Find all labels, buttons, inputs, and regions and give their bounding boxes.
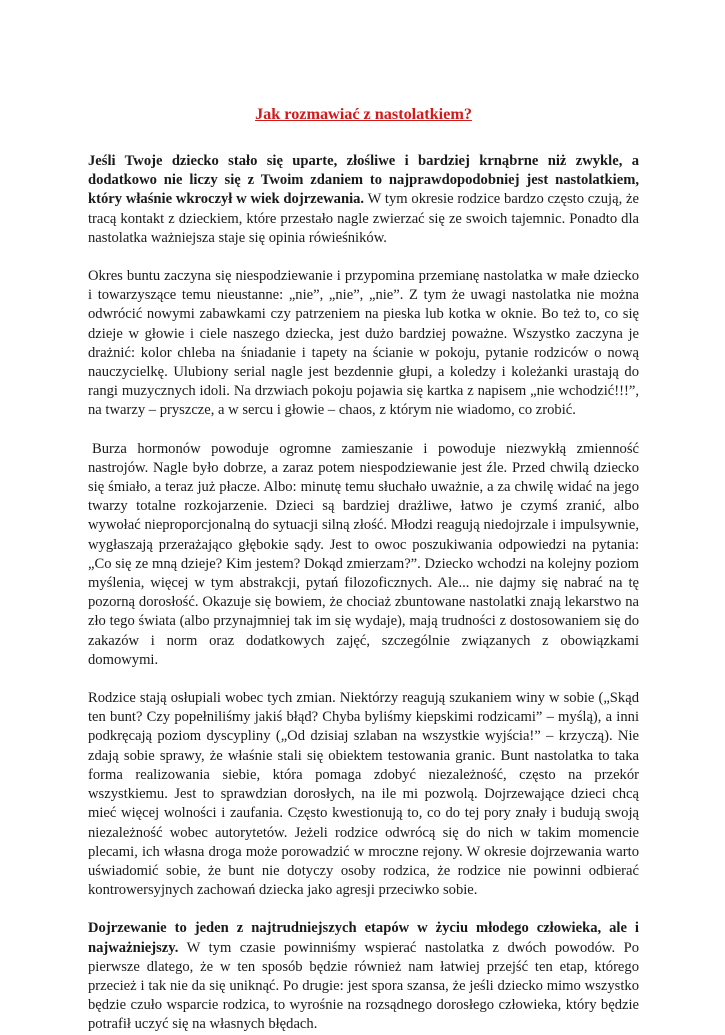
paragraph-conclusion-bold: Dojrzewanie to jeden z najtrudniejszych etapów w życiu młodego człowieka, ale i najważniejszy. xyxy=(88,920,639,956)
paragraph-conclusion xyxy=(88,919,639,1034)
paragraph-hormones-text: Burza hormonów powoduje ogromne zamieszanie i powoduje niezwykłą zmienność nastrojów. Nagle było dobrze, a zaraz potem niespodziewanie jest źle. Przed chwilą dziecko się śmiało, a teraz już płacze. Albo: minutę temu słuchało uważnie, a za chwilę widać na jego twarzy totalne rozkojarzenie. Dzieci są bardziej drażliwe, łatwo je czymś zranić, albo wywołać nieproporcjonalną do sytuacji silną złość. Młodzi reagują niedojrzale i impulsywnie, wygłaszają przerażająco głębokie sądy. Jest to owoc poszukiwania odpowiedzi na pytania: „Co się ze mną dzieje? Kim jestem? Dokąd zmierzam?”. Dziecko wchodzi na kolejny poziom myślenia, więcej w tym abstrakcji, pytań filozoficznych. Ale... nie dajmy się nabrać na tę pozorną dorosłość. Okazuje się bowiem, że chociaż zbuntowane nastolatki znają lekarstwo na zło tego świata (albo przynajmniej tak im się wydaje), mają trudności z dostosowaniem się do zakazów i norm oraz dodatkowych zajęć, szczególnie związanych z obowiązkami domowymi. xyxy=(88,440,639,668)
paragraph-conclusion-text: W tym czasie powinniśmy wspierać nastolatka z dwóch powodów. Po pierwsze dlatego, że w ten sposób będzie również nam łatwiej przejść ten etap, którego przecież i tak nie da się uniknąć. Po drugie: jest spora szansa, że jeśli dziecko mimo wszystko będzie czuło wsparcie rodzica, to wyrośnie na rozsądnego dorosłego człowieka, który będzie potrafił uczyć się na własnych błędach. xyxy=(88,939,639,1033)
paragraph-rebellion xyxy=(88,267,639,421)
page-title: Jak rozmawiać z nastolatkiem? xyxy=(255,105,472,123)
paragraph-parents xyxy=(88,689,639,900)
paragraph-rebellion-text: Okres buntu zaczyna się niespodziewanie i przypomina przemianę nastolatka w małe dziecko i towarzyszące temu nieustanne: „nie”, „nie”, „nie”. Z tym że uwagi nastolatka nie można odwrócić nowymi zabawkami czy patrzeniem na pieska lub kotka w oknie. Bo też to, co się dzieje w głowie i ciele naszego dziecka, jest dużo bardziej poważne. Wszystko zaczyna je drażnić: kolor chleba na śniadanie i tapety na ścianie w pokoju, pytanie rodziców o nową nauczycielkę. Ulubiony serial nagle jest bezdennie głupi, a koledzy i koleżanki urastają do rangi muzycznych idoli. Na drzwiach pokoju pojawia się kartka z napisem „nie wchodzić!!!”, na twarzy – pryszcze, a w sercu i głowie – chaos, z którym nie wiadomo, co zrobić. xyxy=(88,268,639,419)
paragraph-intro-bold: Jeśli Twoje dziecko stało się uparte, złośliwe i bardziej krnąbrne niż zwykle, a dodatkowo nie liczy się z Twoim zdaniem to najprawdopodobniej jest nastolatkiem, który właśnie wkroczył w wiek dojrzewania. xyxy=(88,153,639,208)
paragraph-intro xyxy=(88,152,639,248)
paragraph-parents-text: Rodzice stają osłupiali wobec tych zmian. Niektórzy reagują szukaniem winy w sobie („Skąd ten bunt? Czy popełniliśmy jakiś błąd? Chyba byliśmy kiepskimi rodzicami” – myślą), a inni podkręcają poziom dyscypliny („Od dzisiaj szlaban na wszystkie wyjścia!” – krzyczą). Nie zdają sobie sprawy, że właśnie stali się obiektem testowania granic. Bunt nastolatka to taka forma realizowania siebie, która pomaga zdobyć niezależność, często na przekór wszystkiemu. Jest to sprawdzian dorosłych, na ile mi pozwolą. Dojrzewające dzieci chcą mieć więcej wolności i zaufania. Często kwestionują to, co do tej pory znały i budują swoją niezależność wobec autorytetów. Jeżeli rodzice odwrócą się do nich w takim momencie plecami, ich własna droga może porowadzić w mroczne rejony. W okresie dojrzewania warto uświadomić sobie, że bunt nie dotyczy osoby rodzica, że rodzice nie powinni odbierać kontrowersyjnych zachowań dziecka jako agresji przeciwko sobie. xyxy=(88,690,639,899)
paragraph-hormones xyxy=(88,440,639,670)
paragraph-intro-text: W tym okresie rodzice bardzo często czują, że tracą kontakt z dzieckiem, które przestało nagle zwierzać się ze swoich tajemnic. Ponadto dla nastolatka ważniejsza staje się opinia rówieśników. xyxy=(88,191,639,246)
